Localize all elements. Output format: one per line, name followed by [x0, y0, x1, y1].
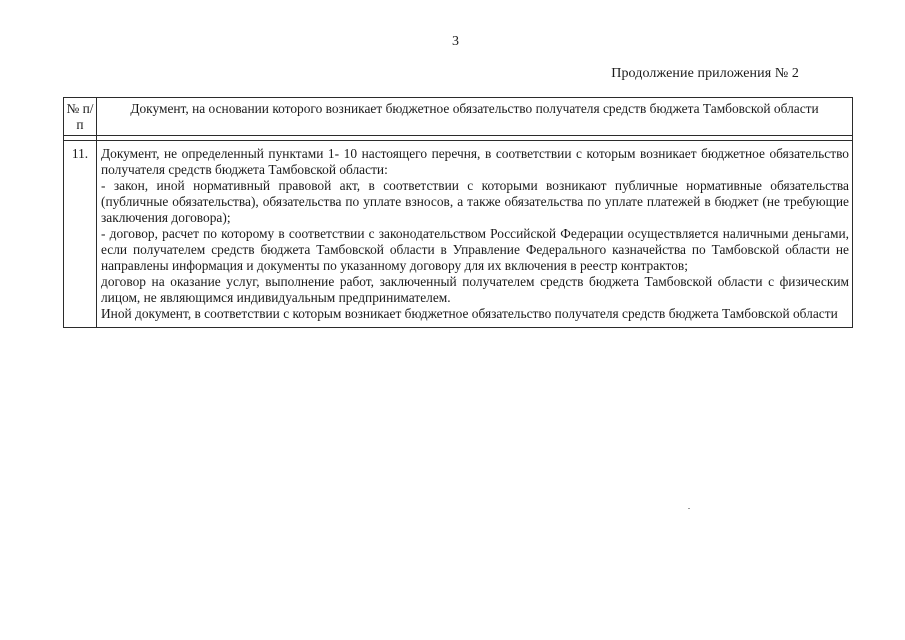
document-paragraph: Иной документ, в соответствии с которым возникает бюджетное обязательство получателя средств бюджета Тамбовской области: [101, 306, 838, 321]
document-table: [63, 97, 853, 328]
document-paragraph: - договор, расчет по которому в соответствии с законодательством Российской Федерации осуществляется наличными деньгами, если получателем средств бюджета Тамбовской области в Управление Федерального казначейства по Тамбовской области не направлены информация и документы по указанному договору для их включения в реестр контрактов;: [101, 226, 849, 273]
scan-speck: [688, 508, 690, 509]
header-document-column: Документ, на основании которого возникает бюджетное обязательство получателя средств бюджета Тамбовской области: [97, 98, 853, 136]
table-row: [64, 141, 853, 328]
table-header-row: [64, 98, 853, 136]
document-paragraph: Документ, не определенный пунктами 1- 10 настоящего перечня, в соответствии с которым возникает бюджетное обязательство получателя средств бюджета Тамбовской области:: [101, 146, 849, 177]
document-paragraph: договор на оказание услуг, выполнение работ, заключенный получателем средств бюджета Тамбовской области с физическим лицом, не являющимся индивидуальным предпринимателем.: [101, 274, 849, 305]
document-paragraph: - закон, иной нормативный правовой акт, в соответствии с которыми возникают публичные нормативные обязательства (публичные обязательства), обязательства по уплате взносов, а также обязательства по уплате платежей в бюджет (не требующие заключения договора);: [101, 178, 849, 225]
row-number: 11.: [64, 141, 97, 328]
appendix-continuation-note: Продолжение приложения № 2: [611, 66, 799, 81]
header-number-column: № п/п: [64, 98, 97, 136]
page-number: 3: [452, 34, 459, 49]
row-document-text: [97, 141, 853, 328]
